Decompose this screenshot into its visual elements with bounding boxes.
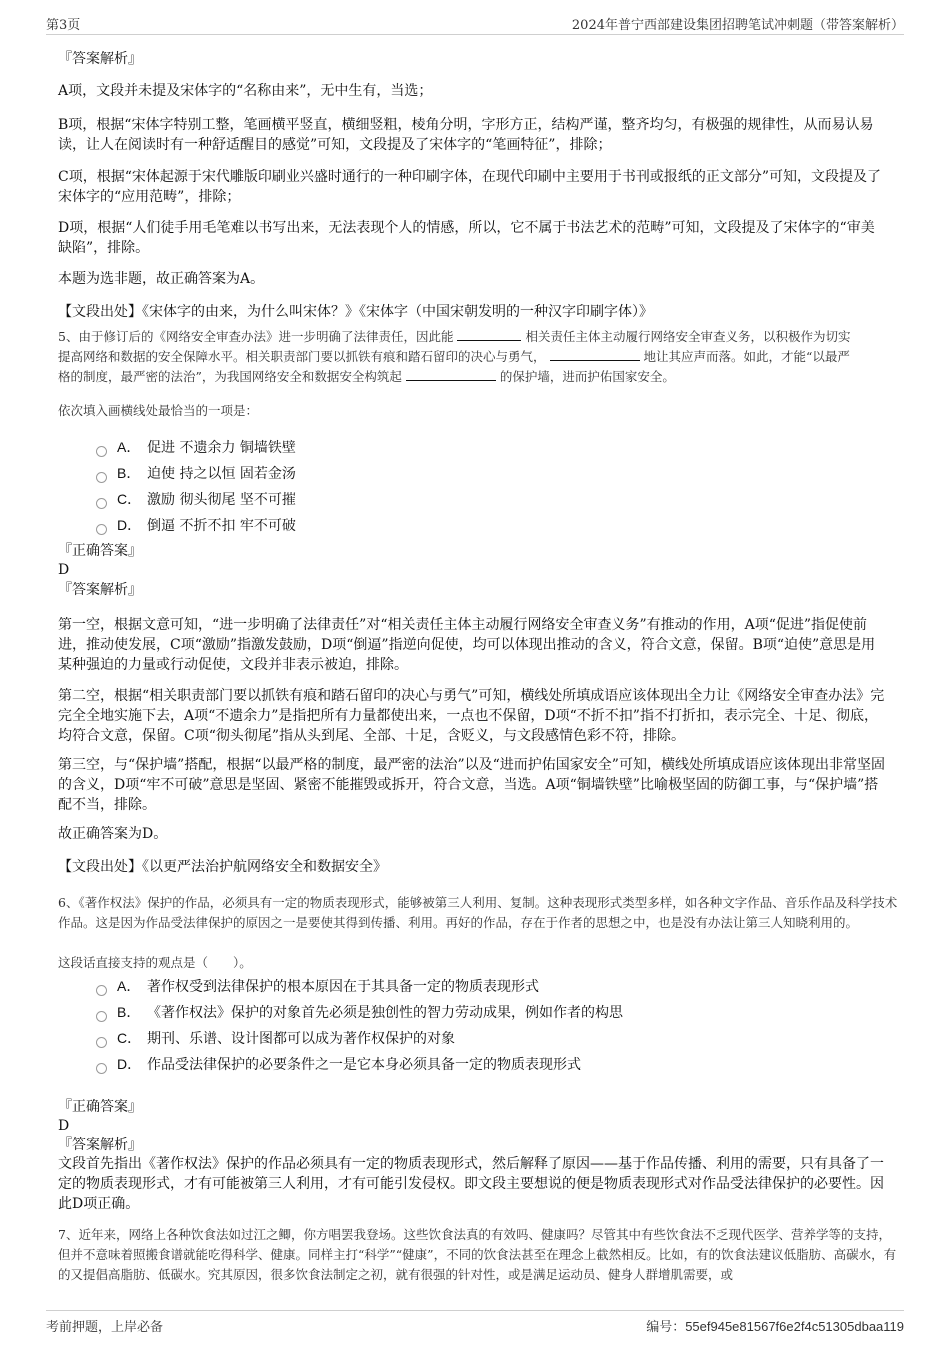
q5-option-c[interactable]: C． 激励 彻头彻尾 坚不可摧 <box>96 489 296 510</box>
q5-blank-1 <box>457 328 521 341</box>
radio-icon[interactable] <box>96 1011 107 1022</box>
footer-slogan: 考前押题，上岸必备 <box>46 1320 164 1335</box>
q4-analysis-c: C项，根据“宋体起源于宋代雕版印刷业兴盛时通行的一种印刷字体，在现代印刷中主要用于书刊或报纸的正文部分”可知，文段提及了宋体字的“应用范畴”，排除； <box>58 169 882 205</box>
q5-stem-part4: 地让其应声而落。如此，才能“以最严 <box>643 349 850 364</box>
page-header <box>46 14 904 35</box>
q4-analysis-a: A项，文段并未提及宋体字的“名称由来”，无中生有，当选； <box>58 83 433 99</box>
radio-icon[interactable] <box>96 985 107 996</box>
q5-answer: D <box>58 562 70 578</box>
q6-analysis-label: 『答案解析』 <box>58 1137 142 1153</box>
q4-analysis-label: 『答案解析』 <box>58 51 142 67</box>
page-number: 第3页 <box>46 18 81 33</box>
q5-stem <box>58 327 903 387</box>
radio-icon[interactable] <box>96 524 107 535</box>
q4-conclusion: 本题为选非题，故正确答案为A。 <box>58 271 265 287</box>
q5-analysis-para3: 第三空，与“保护墙”搭配，根据“以最严格的制度，最严密的法治”以及“进而护佑国家安全”可知，横线处所填成语应该体现出非常坚固的含义，D项“牢不可破”意思是坚固、紧密不能摧毁或拆开，符合文意，当选。A项“铜墙铁壁”比喻极坚固的防御工事，与“保护墙”搭配不当，排除。 <box>58 757 885 813</box>
radio-icon[interactable] <box>96 1063 107 1074</box>
q6-answer: D <box>58 1118 70 1134</box>
q5-blank-2 <box>550 348 640 361</box>
q5-stem-part3: 提高网络和数据的安全保障水平。相关职责部门要以抓铁有痕和踏石留印的决心与勇气， <box>58 349 546 364</box>
document-title: 2024年普宁西部建设集团招聘笔试冲刺题（带答案解析） <box>571 18 904 33</box>
q6-stem: 6、《著作权法》保护的作品，必须具有一定的物质表现形式，能够被第三人利用、复制。这种表现形式类型多样，如各种文字作品、音乐作品及科学技术作品。这是因为作品受法律保护的原因之一是要使其得到传播、利用。再好的作品，存在于作者的思想之中，也是没有办法让第三人知晓利用的。 <box>58 895 898 930</box>
q5-stem-part5: 格的制度，最严密的法治”，为我国网络安全和数据安全构筑起 <box>58 369 402 384</box>
q6-option-c[interactable]: C． 期刊、乐谱、设计图都可以成为著作权保护的对象 <box>96 1028 455 1049</box>
q5-blank-3 <box>406 368 496 381</box>
q6-answer-label: 『正确答案』 <box>58 1099 142 1115</box>
q7-stem: 7、近年来，网络上各种饮食法如过江之鲫，你方唱罢我登场。这些饮食法真的有效吗、健康吗？尽管其中有些饮食法不乏现代医学、营养学等的支持，但并不意味着照搬食谱就能吃得科学、健康。同样主打“科学”“健康”，不同的饮食法甚至在理念上截然相反。比如，有的饮食法建议低脂肪、高碳水，有的又提倡高脂肪、低碳水。究其原因，很多饮食法制定之初，就有很强的针对性，或是满足运动员、健身人群增肌需要，或 <box>58 1227 897 1282</box>
page-footer <box>46 1310 904 1335</box>
q5-stem-part2: 相关责任主体主动履行网络安全审查义务，以积极作为切实 <box>525 329 851 344</box>
q5-answer-label: 『正确答案』 <box>58 543 142 559</box>
q6-prompt: 这段话直接支持的观点是（ ）。 <box>58 955 252 970</box>
q4-analysis-b: B项，根据“宋体字特别工整，笔画横平竖直，横细竖粗，棱角分明，字形方正，结构严谨，整齐均匀，有极强的规律性，从而易认易读，让人在阅读时有一种舒适醒目的感觉”可知，文段提及了宋体字的“笔画特征”，排除； <box>58 117 874 153</box>
q6-analysis: 文段首先指出《著作权法》保护的作品必须具有一定的物质表现形式，然后解释了原因——基于作品传播、利用的需要，只有具备了一定的物质表现形式，才有可能被第三人利用，才有可能引发侵权。即文段主要想说的便是物质表现形式对作品受法律保护的必要性。因此D项正确。 <box>58 1156 884 1212</box>
radio-icon[interactable] <box>96 1037 107 1048</box>
q5-conclusion: 故正确答案为D。 <box>58 826 168 842</box>
q4-source: 【文段出处】《宋体字的由来，为什么叫宋体？》《宋体字（中国宋朝发明的一种汉字印刷字体）》 <box>58 304 653 320</box>
q6-option-b[interactable]: B． 《著作权法》保护的对象首先必须是独创性的智力劳动成果，例如作者的构思 <box>96 1002 623 1023</box>
q5-source: 【文段出处】《以更严法治护航网络安全和数据安全》 <box>58 859 387 875</box>
q6-option-d[interactable]: D． 作品受法律保护的必要条件之一是它本身必须具备一定的物质表现形式 <box>96 1054 581 1075</box>
q5-prompt: 依次填入画横线处最恰当的一项是： <box>58 403 259 418</box>
q5-option-b[interactable]: B． 迫使 持之以恒 固若金汤 <box>96 463 296 484</box>
radio-icon[interactable] <box>96 472 107 483</box>
q5-option-d[interactable]: D． 倒逼 不折不扣 牢不可破 <box>96 515 296 536</box>
q5-analysis-para2: 第二空，根据“相关职责部门要以抓铁有痕和踏石留印的决心与勇气”可知，横线处所填成语应该体现出全力让《网络安全审查办法》完完全全地实施下去，A项“不遗余力”是指把所有力量都使出来，一点也不保留，D项“不折不扣”指不打折扣，表示完全、十足、彻底，均符合文意，保留。C项“彻头彻尾”指从头到尾、全部、十足，含贬义，与文段感情色彩不符，排除。 <box>58 688 885 744</box>
radio-icon[interactable] <box>96 446 107 457</box>
document-id: 编号：55ef945e81567f6e2f4c51305dbaa119 <box>646 1319 904 1334</box>
q6-option-a[interactable]: A． 著作权受到法律保护的根本原因在于其具备一定的物质表现形式 <box>96 976 539 997</box>
q5-analysis-para1: 第一空，根据文意可知，“进一步明确了法律责任”对“相关责任主体主动履行网络安全审查义务”有推动的作用，A项“促进”指促使前进，推动使发展，C项“激励”指激发鼓励，D项“倒逼”指逆向促使，均可以体现出推动的含义，符合文意，保留。B项“迫使”意思是用某种强迫的力量或行动促使，文段并非表示被迫，排除。 <box>58 617 876 673</box>
radio-icon[interactable] <box>96 498 107 509</box>
q5-stem-part1: 5、由于修订后的《网络安全审查办法》进一步明确了法律责任，因此能 <box>58 329 454 344</box>
q5-option-a[interactable]: A． 促进 不遗余力 铜墙铁壁 <box>96 437 296 458</box>
q5-stem-part6: 的保护墙，进而护佑国家安全。 <box>499 369 675 384</box>
q4-analysis-d: D项，根据“人们徒手用毛笔难以书写出来，无法表现个人的情感，所以，它不属于书法艺术的范畴”可知，文段提及了宋体字的“审美缺陷”，排除。 <box>58 220 875 256</box>
q5-analysis-label: 『答案解析』 <box>58 582 142 598</box>
